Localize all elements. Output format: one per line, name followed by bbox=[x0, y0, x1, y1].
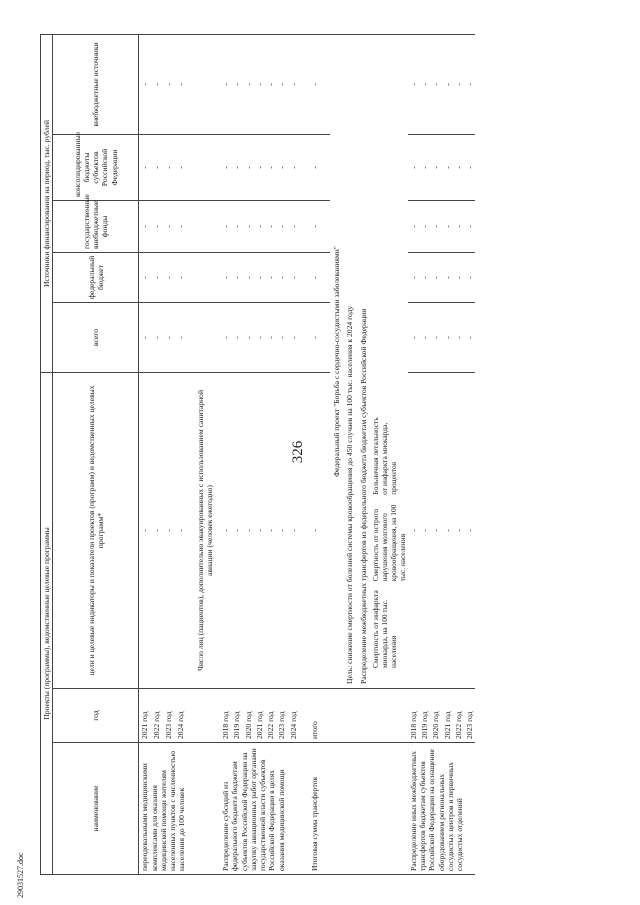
block3-name-line: Распределение иных межбюджетных bbox=[408, 751, 418, 871]
total-goal-cell: - bbox=[309, 373, 320, 689]
block2-year: 2018 год bbox=[220, 689, 231, 743]
empty-cell bbox=[188, 253, 221, 303]
empty-cell bbox=[299, 201, 309, 253]
block1-year: 2024 год bbox=[175, 689, 187, 743]
empty-cell bbox=[299, 135, 309, 201]
block2-value-cell: - bbox=[243, 35, 254, 135]
total-value-cell: - bbox=[309, 35, 320, 135]
block3-goal-cell: - bbox=[419, 373, 430, 689]
empty-cell bbox=[330, 689, 343, 743]
block1-year: 2022 год bbox=[151, 689, 163, 743]
block2-name-line: государственной власти субъектов bbox=[258, 759, 267, 871]
total-value-cell: - bbox=[309, 135, 320, 201]
block3-value-cell: - bbox=[430, 201, 441, 253]
empty-cell bbox=[299, 303, 309, 373]
block1-value-cell: - bbox=[175, 35, 187, 135]
block3-goal-cell: - bbox=[453, 373, 464, 689]
block2-value-cell: - bbox=[220, 303, 231, 373]
header-federal: федеральный бюджет bbox=[53, 253, 139, 303]
table-body bbox=[139, 35, 476, 875]
block1-name-line: населения до 100 человек bbox=[177, 787, 187, 871]
header-state-funds: государственные внебюджетные фонды bbox=[53, 201, 139, 253]
total-value-cell: - bbox=[309, 303, 320, 373]
rotated-table-sheet bbox=[40, 35, 640, 875]
block2-value-cell: - bbox=[220, 35, 231, 135]
block2-value-cell: - bbox=[231, 201, 242, 253]
block3-name-line: Российской Федерации на оснащение bbox=[427, 749, 437, 871]
table-row bbox=[370, 35, 408, 875]
block1-year: 2021 год bbox=[139, 689, 152, 743]
block2-goal-cell: - bbox=[288, 373, 299, 689]
block2-value-cell: - bbox=[276, 201, 287, 253]
block1-name-line: комплексами для оказания bbox=[149, 785, 159, 871]
block2-value-cell: - bbox=[265, 303, 276, 373]
block3-value-cell: - bbox=[430, 253, 441, 303]
empty-cell bbox=[320, 35, 330, 135]
block2-value-cell: - bbox=[231, 303, 242, 373]
block3-name bbox=[408, 743, 476, 875]
block2-name-line: оказания медицинской помощи bbox=[276, 769, 286, 871]
block1-value-cell: - bbox=[163, 303, 175, 373]
block3-goal-cell: - bbox=[430, 373, 441, 689]
empty-cell bbox=[188, 689, 221, 743]
total-value-cell: - bbox=[309, 201, 320, 253]
empty-cell bbox=[330, 743, 343, 875]
block1-year: 2023 год bbox=[163, 689, 175, 743]
header-group-sources: Источники финансирования на период, тыс. рублей bbox=[41, 35, 53, 373]
block3-name-line: оборудованием региональных bbox=[436, 773, 446, 871]
block1-value-cell: - bbox=[139, 35, 152, 135]
block3-year: 2021 год bbox=[442, 689, 453, 743]
block3-year: 2019 год bbox=[419, 689, 430, 743]
header-extrabudget: внебюджетные источники bbox=[53, 35, 139, 135]
empty-cell bbox=[299, 253, 309, 303]
block2-goal-cell: - bbox=[231, 373, 242, 689]
block2-year: 2022 год bbox=[265, 689, 276, 743]
block3-value-cell: - bbox=[453, 135, 464, 201]
block3-goal-cell: - bbox=[408, 373, 419, 689]
block2-name-line: субъектов Российской Федерации на bbox=[239, 752, 249, 871]
block2-year: 2023 год bbox=[276, 689, 287, 743]
block2-goal-cell: - bbox=[254, 373, 265, 689]
block2-year: 2020 год bbox=[243, 689, 254, 743]
block2-value-cell: - bbox=[276, 35, 287, 135]
header-group-projects: Проекты (программы), ведомственные целевые программы bbox=[41, 373, 53, 875]
spacer-row bbox=[320, 35, 330, 875]
block3-value-cell: - bbox=[419, 135, 430, 201]
block1-value-cell: - bbox=[163, 201, 175, 253]
header-goals: цели и целевые индикаторы и показатели проектов (программ) и ведомственных целевых программ* bbox=[53, 373, 139, 689]
empty-cell bbox=[370, 743, 408, 875]
block2-value-cell: - bbox=[288, 253, 299, 303]
block2-value-cell: - bbox=[276, 135, 287, 201]
block2-value-cell: - bbox=[276, 253, 287, 303]
indicator-columns bbox=[370, 35, 408, 689]
block3-value-cell: - bbox=[442, 201, 453, 253]
block2-goal-cell: - bbox=[276, 373, 287, 689]
block3-value-cell: - bbox=[419, 35, 430, 135]
block1-goal-cell: - bbox=[139, 373, 152, 689]
block1-value-cell: - bbox=[175, 253, 187, 303]
empty-cell bbox=[370, 689, 408, 743]
block3-value-cell: - bbox=[464, 201, 475, 253]
page-number: 326 bbox=[290, 440, 306, 464]
block2-year: 2024 год bbox=[288, 689, 299, 743]
block2-name bbox=[220, 743, 299, 875]
footer-filename: 29031527.doc bbox=[16, 852, 25, 898]
total-year: итого bbox=[309, 689, 320, 743]
block3-value-cell: - bbox=[408, 35, 419, 135]
block3-value-cell: - bbox=[408, 303, 419, 373]
block1-value-cell: - bbox=[151, 135, 163, 201]
block1-goal-cell: - bbox=[175, 373, 187, 689]
block3-value-cell: - bbox=[453, 201, 464, 253]
block2-name-line: Распределение субсидий из bbox=[221, 781, 230, 871]
block3-value-cell: - bbox=[430, 303, 441, 373]
block2-value-cell: - bbox=[243, 201, 254, 253]
block3-name-line: сосудистых отделений bbox=[455, 798, 465, 871]
block2-year: 2021 год bbox=[254, 689, 265, 743]
total-name: Итоговая сумма трансфертов bbox=[309, 743, 320, 875]
table-row bbox=[357, 35, 370, 875]
block3-value-cell: - bbox=[464, 303, 475, 373]
block3-value-cell: - bbox=[442, 253, 453, 303]
block2-value-cell: - bbox=[231, 135, 242, 201]
empty-cell bbox=[320, 689, 330, 743]
block3-name-line: сосудистых центров и первичных bbox=[445, 762, 455, 871]
header-consolidated: консолидированные бюджеты субъектов Российской Федерации bbox=[53, 135, 139, 201]
block1-value-cell: - bbox=[151, 201, 163, 253]
header-name: наименование bbox=[53, 743, 139, 875]
empty-cell bbox=[320, 135, 330, 201]
block1-name-line: населенных пунктов с численностью bbox=[168, 751, 177, 871]
block1-value-cell: - bbox=[139, 303, 152, 373]
block2-value-cell: - bbox=[231, 35, 242, 135]
block2-value-cell: - bbox=[265, 253, 276, 303]
block2-value-cell: - bbox=[254, 135, 265, 201]
block1-value-cell: - bbox=[163, 135, 175, 201]
block1-name-line: переодевальными медицинскими bbox=[140, 763, 150, 871]
table-row bbox=[188, 35, 221, 875]
block3-value-cell: - bbox=[442, 135, 453, 201]
spacer-row bbox=[299, 35, 309, 875]
block1-goal-cell: - bbox=[163, 373, 175, 689]
block3-value-cell: - bbox=[442, 303, 453, 373]
block1-value-cell: - bbox=[139, 253, 152, 303]
block3-value-cell: - bbox=[453, 253, 464, 303]
block3-name-line: трансфертов бюджетам субъектов bbox=[418, 761, 428, 871]
empty-cell bbox=[299, 373, 309, 689]
indicator-column-3: Больничная летальность от инфаркта миокарда, процентов bbox=[370, 417, 398, 495]
financing-table bbox=[40, 34, 475, 875]
block3-year: 2018 год bbox=[408, 689, 419, 743]
block3-value-cell: - bbox=[408, 253, 419, 303]
block3-value-cell: - bbox=[430, 35, 441, 135]
block3-year: 2023 год bbox=[464, 689, 475, 743]
block3-value-cell: - bbox=[464, 135, 475, 201]
block2-value-cell: - bbox=[254, 303, 265, 373]
block3-value-cell: - bbox=[453, 303, 464, 373]
header-year: год bbox=[53, 689, 139, 743]
empty-cell bbox=[299, 743, 309, 875]
block2-value-cell: - bbox=[265, 135, 276, 201]
total-value-cell: - bbox=[309, 253, 320, 303]
block2-value-cell: - bbox=[254, 201, 265, 253]
block1-value-cell: - bbox=[175, 201, 187, 253]
block3-value-cell: - bbox=[419, 253, 430, 303]
block1-value-cell: - bbox=[139, 201, 152, 253]
block3-year: 2020 год bbox=[430, 689, 441, 743]
block2-value-cell: - bbox=[254, 253, 265, 303]
table-row bbox=[408, 35, 419, 875]
block1-value-cell: - bbox=[151, 253, 163, 303]
empty-cell bbox=[320, 201, 330, 253]
block2-value-cell: - bbox=[243, 253, 254, 303]
block2-value-cell: - bbox=[276, 303, 287, 373]
indicator-columns-row bbox=[371, 411, 407, 671]
block2-name-line: федерального бюджета бюджетам bbox=[230, 761, 240, 871]
federal-project-title: Федеральный проект "Борьба с сердечно-сосудистыми заболеваниями" bbox=[330, 35, 343, 689]
block1-name bbox=[139, 743, 188, 875]
empty-cell bbox=[320, 253, 330, 303]
block1-value-cell: - bbox=[163, 35, 175, 135]
block2-value-cell: - bbox=[265, 201, 276, 253]
empty-cell bbox=[299, 35, 309, 135]
block2-value-cell: - bbox=[265, 35, 276, 135]
table-row bbox=[309, 35, 320, 875]
block3-year: 2022 год bbox=[453, 689, 464, 743]
block2-value-cell: - bbox=[220, 253, 231, 303]
block3-value-cell: - bbox=[430, 135, 441, 201]
header-total: всего bbox=[53, 303, 139, 373]
block2-goal-cell: - bbox=[243, 373, 254, 689]
block2-value-cell: - bbox=[220, 201, 231, 253]
empty-cell bbox=[320, 303, 330, 373]
empty-cell bbox=[188, 303, 221, 373]
block1-value-cell: - bbox=[151, 35, 163, 135]
block2-value-cell: - bbox=[243, 135, 254, 201]
empty-cell bbox=[188, 743, 221, 875]
distribution-title: Распределение межбюджетных трансфертов из федерального бюджета бюджетам субъектов Российской Федерации bbox=[357, 35, 370, 689]
table-row bbox=[139, 35, 152, 875]
block1-name-line: медицинской помощи жителям bbox=[158, 770, 168, 871]
empty-cell bbox=[343, 743, 356, 875]
block3-goal-cell: - bbox=[442, 373, 453, 689]
empty-cell bbox=[188, 135, 221, 201]
empty-cell bbox=[343, 689, 356, 743]
table-row bbox=[330, 35, 343, 875]
block3-value-cell: - bbox=[408, 135, 419, 201]
block1-value-cell: - bbox=[163, 253, 175, 303]
block1-value-cell: - bbox=[175, 303, 187, 373]
project-goal: Цель: снижение смертности от болезней системы кровообращения до 450 случаев на 100 тыс. населения к 2024 году bbox=[343, 35, 356, 689]
block2-name-line: Российской Федерации в целях bbox=[267, 769, 277, 871]
block2-value-cell: - bbox=[254, 35, 265, 135]
block3-value-cell: - bbox=[419, 201, 430, 253]
block2-value-cell: - bbox=[243, 303, 254, 373]
empty-cell bbox=[320, 373, 330, 689]
block3-value-cell: - bbox=[408, 201, 419, 253]
block2-year: 2019 год bbox=[231, 689, 242, 743]
block2-name-line: закупку авиационных работ органами bbox=[248, 748, 258, 871]
empty-cell bbox=[357, 689, 370, 743]
block2-value-cell: - bbox=[220, 135, 231, 201]
block2-goal-cell: - bbox=[265, 373, 276, 689]
block3-value-cell: - bbox=[453, 35, 464, 135]
block1-value-cell: - bbox=[175, 135, 187, 201]
empty-cell bbox=[320, 743, 330, 875]
empty-cell bbox=[188, 35, 221, 135]
block1-value-cell: - bbox=[151, 303, 163, 373]
block3-goal-cell: - bbox=[464, 373, 475, 689]
empty-cell bbox=[299, 689, 309, 743]
block2-value-cell: - bbox=[231, 253, 242, 303]
block2-value-cell: - bbox=[288, 135, 299, 201]
indicator-text: Число лиц (пациентов), дополнительно эвакуированных с использованием санитарной авиации (человек ежегодно) bbox=[188, 373, 221, 689]
block2-value-cell: - bbox=[288, 35, 299, 135]
empty-cell bbox=[188, 201, 221, 253]
empty-cell bbox=[357, 743, 370, 875]
block3-value-cell: - bbox=[442, 35, 453, 135]
table-row bbox=[220, 35, 231, 875]
block3-value-cell: - bbox=[419, 303, 430, 373]
block3-value-cell: - bbox=[464, 35, 475, 135]
indicator-column-1: Смертность от инфаркта миокарда, на 100 тыс. населения bbox=[370, 590, 398, 668]
block3-value-cell: - bbox=[464, 253, 475, 303]
block2-goal-cell: - bbox=[220, 373, 231, 689]
indicator-column-2: Смертность от острого нарушения мозгового кровообращения, на 100 тыс. населения bbox=[370, 504, 407, 582]
block1-value-cell: - bbox=[139, 135, 152, 201]
block2-value-cell: - bbox=[288, 303, 299, 373]
block2-value-cell: - bbox=[288, 201, 299, 253]
table-row bbox=[343, 35, 356, 875]
indicator-columns-table bbox=[371, 411, 407, 671]
block1-goal-cell: - bbox=[151, 373, 163, 689]
